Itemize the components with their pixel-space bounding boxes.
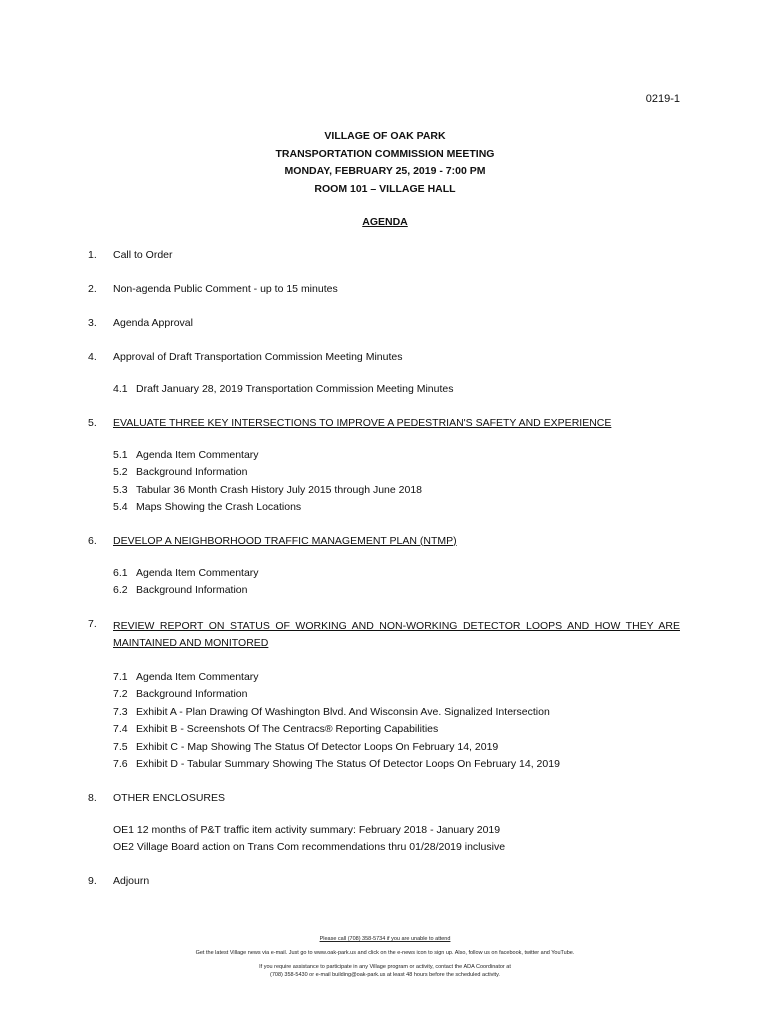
sub-item-number: 6.1 xyxy=(113,566,128,579)
meeting-header xyxy=(0,128,770,198)
sub-item-text: Exhibit D - Tabular Summary Showing The Status Of Detector Loops On February 14, 2019 xyxy=(136,758,560,770)
sub-item-7-6 xyxy=(113,756,680,774)
header-location: ROOM 101 – VILLAGE HALL xyxy=(314,182,456,195)
agenda-title: AGENDA xyxy=(362,216,408,228)
sub-item-7-5 xyxy=(113,739,680,757)
sub-item-number: 7.5 xyxy=(113,740,128,753)
enclosure-oe1: OE1 12 months of P&T traffic item activity summary: February 2018 - January 2019 xyxy=(113,823,501,836)
sub-item-5-2 xyxy=(113,464,680,482)
item-text: EVALUATE THREE KEY INTERSECTIONS TO IMPROVE A PEDESTRIAN'S SAFETY AND EXPERIENCE xyxy=(113,416,612,429)
agenda-item-5 xyxy=(88,417,680,429)
header-date-time: MONDAY, FEBRUARY 25, 2019 - 7:00 PM xyxy=(284,165,486,177)
sub-item-number: 5.2 xyxy=(113,466,128,478)
sub-items-4 xyxy=(113,381,680,399)
sub-item-number: 5.1 xyxy=(113,448,128,461)
agenda-item-6 xyxy=(88,535,680,547)
document-id: 0219-1 xyxy=(645,93,680,105)
footer-notice xyxy=(0,935,770,979)
item-text: REVIEW REPORT ON STATUS OF WORKING AND NON-WORKING DETECTOR LOOPS AND HOW THEY ARE MAINTAINED AND MONITORED xyxy=(113,619,680,649)
item-number: 6. xyxy=(88,534,97,547)
enclosure-list xyxy=(113,822,680,857)
sub-item-text: Maps Showing the Crash Locations xyxy=(136,501,302,513)
agenda-item-8 xyxy=(88,792,680,804)
sub-item-number: 6.2 xyxy=(113,584,128,596)
sub-item-4-1 xyxy=(113,381,680,399)
agenda-item-3 xyxy=(88,317,680,329)
item-number: 7. xyxy=(88,617,97,630)
item-number: 4. xyxy=(88,351,97,363)
sub-item-number: 4.1 xyxy=(113,383,128,395)
footer-enews: Get the latest Village news via e-mail. Just go to www.oak-park.us and click on the e-news icon to sign up. Also, follow us on facebook, twitter and YouTube. xyxy=(195,950,575,956)
item-number: 2. xyxy=(88,283,97,295)
sub-items-7 xyxy=(113,669,680,774)
item-text: Agenda Approval xyxy=(113,317,193,329)
sub-item-text: Draft January 28, 2019 Transportation Commission Meeting Minutes xyxy=(136,383,454,395)
sub-item-number: 7.2 xyxy=(113,688,128,700)
footer-rsvp: Please call (708) 358-5734 if you are unable to attend xyxy=(319,936,451,942)
sub-item-number: 5.4 xyxy=(113,501,128,513)
sub-item-6-2 xyxy=(113,582,680,600)
agenda-items xyxy=(88,249,680,887)
item-text: Adjourn xyxy=(113,874,150,887)
item-text: Non-agenda Public Comment - up to 15 minutes xyxy=(113,283,338,295)
item-text: Call to Order xyxy=(113,249,173,261)
sub-item-5-3 xyxy=(113,482,680,500)
header-meeting-name: TRANSPORTATION COMMISSION MEETING xyxy=(275,147,495,160)
agenda-item-2 xyxy=(88,283,680,295)
sub-item-5-1 xyxy=(113,447,680,465)
enclosure-oe2: OE2 Village Board action on Trans Com recommendations thru 01/28/2019 inclusive xyxy=(113,841,506,853)
item-text: OTHER ENCLOSURES xyxy=(113,791,226,804)
sub-item-number: 5.3 xyxy=(113,483,128,496)
sub-items-6 xyxy=(113,565,680,600)
header-organization: VILLAGE OF OAK PARK xyxy=(324,130,446,142)
item-number: 1. xyxy=(88,249,97,261)
sub-item-number: 7.3 xyxy=(113,705,128,718)
item-number: 3. xyxy=(88,317,97,329)
sub-item-number: 7.4 xyxy=(113,723,128,735)
sub-item-text: Exhibit B - Screenshots Of The Centracs® Reporting Capabilities xyxy=(136,723,439,735)
agenda-item-4 xyxy=(88,351,680,363)
item-number: 8. xyxy=(88,791,97,804)
sub-item-text: Background Information xyxy=(136,584,248,596)
item-number: 9. xyxy=(88,874,97,887)
sub-item-text: Exhibit A - Plan Drawing Of Washington Blvd. And Wisconsin Ave. Signalized Intersection xyxy=(136,705,550,718)
sub-item-text: Agenda Item Commentary xyxy=(136,566,259,579)
item-text: Approval of Draft Transportation Commission Meeting Minutes xyxy=(113,351,403,363)
footer-ada: If you require assistance to participate in any Village program or activity, contact the ADA Coordinator at xyxy=(259,964,511,970)
sub-item-5-4 xyxy=(113,499,680,517)
footer-ada-contact: (708) 358-5430 or e-mail building@oak-park.us at least 48 hours before the scheduled activity. xyxy=(270,972,500,978)
sub-items-5 xyxy=(113,447,680,517)
sub-item-7-3 xyxy=(113,704,680,722)
agenda-item-9 xyxy=(88,875,680,887)
sub-item-7-2 xyxy=(113,686,680,704)
agenda-item-7 xyxy=(88,618,680,653)
sub-item-text: Agenda Item Commentary xyxy=(136,670,259,683)
sub-item-7-4 xyxy=(113,721,680,739)
sub-item-6-1 xyxy=(113,565,680,583)
sub-item-text: Background Information xyxy=(136,688,248,700)
agenda-item-1 xyxy=(88,249,680,261)
sub-item-number: 7.1 xyxy=(113,670,128,683)
sub-item-number: 7.6 xyxy=(113,758,128,770)
sub-item-text: Agenda Item Commentary xyxy=(136,448,259,461)
sub-item-text: Background Information xyxy=(136,466,248,478)
sub-item-7-1 xyxy=(113,669,680,687)
sub-item-text: Tabular 36 Month Crash History July 2015 through June 2018 xyxy=(136,483,423,496)
item-number: 5. xyxy=(88,416,97,429)
item-text: DEVELOP A NEIGHBORHOOD TRAFFIC MANAGEMENT PLAN (NTMP) xyxy=(113,534,457,547)
sub-item-text: Exhibit C - Map Showing The Status Of Detector Loops On February 14, 2019 xyxy=(136,740,499,753)
